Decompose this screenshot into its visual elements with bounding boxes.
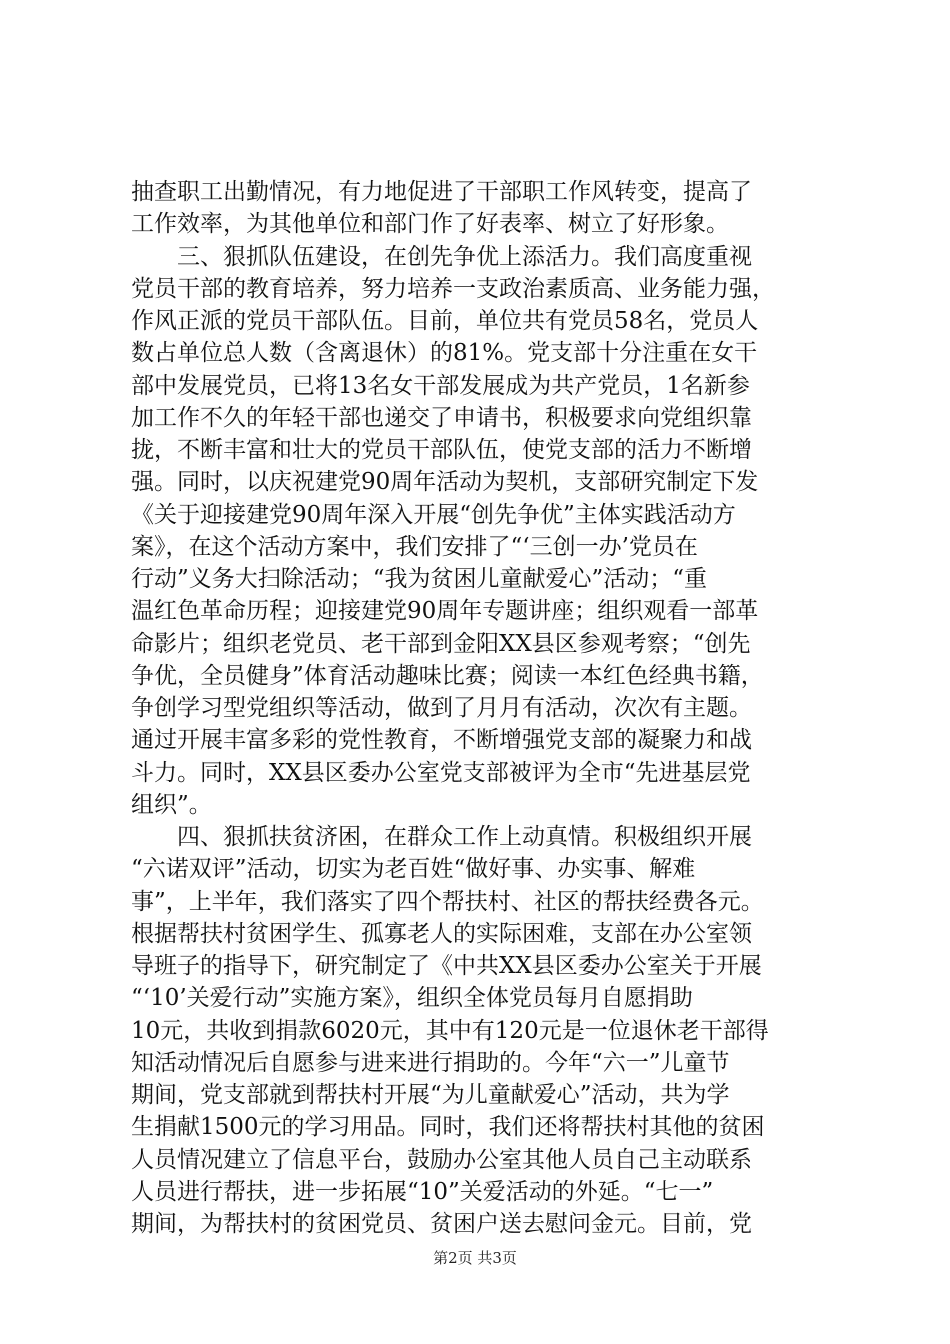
text-line: 期间，党支部就到帮扶村开展“为儿童献爱心”活动，共为学 (131, 1082, 730, 1108)
text-line: 加工作不久的年轻干部也递交了申请书，积极要求向党组织靠 (131, 404, 752, 431)
text-line: 争创学习型党组织等活动，做到了月月有活动，次次有主题。 (131, 695, 752, 721)
text-line: “六诺双评”活动，切实为老百姓“做好事、办实事、解难 (131, 856, 696, 883)
text-line: 10元，共收到捐款6020元，其中有120元是一位退休老干部得 (131, 1017, 769, 1044)
text-line: 命影片；组织老党员、老干部到金阳XX县区参观考察；“创先 (131, 630, 751, 657)
page-footer: 第2页 共3页 (433, 1249, 517, 1267)
text-line: 导班子的指导下，研究制定了《中共XX县区委办公室关于开展 (131, 953, 762, 979)
text-line: 四、狠抓扶贫济困，在群众工作上动真情。积极组织开展 (131, 824, 752, 850)
text-line: 事”，上半年，我们落实了四个帮扶村、社区的帮扶经费各元。 (131, 888, 764, 915)
text-line: 根据帮扶村贫困学生、孤寡老人的实际困难，支部在办公室领 (131, 920, 752, 947)
text-line: 《关于迎接建党90周年深入开展“创先争优”主体实践活动方 (131, 501, 736, 528)
text-line: 作风正派的党员干部队伍。目前，单位共有党员58名，党员人 (131, 308, 759, 334)
text-line: 生捐献1500元的学习用品。同时，我们还将帮扶村其他的贫困 (131, 1114, 765, 1141)
text-line: 组织”。 (131, 791, 212, 818)
text-line: 党员干部的教育培养，努力培养一支政治素质高、业务能力强， (131, 275, 775, 302)
text-line: 争优，全员健身”体育活动趣味比赛；阅读一本红色经典书籍， (131, 662, 764, 689)
text-line: 三、狠抓队伍建设，在创先争优上添活力。我们高度重视 (131, 243, 752, 270)
body-text (131, 176, 831, 1240)
text-line: 行动”义务大扫除活动；“我为贫困儿童献爱心”活动；“重 (131, 566, 708, 592)
text-line: 部中发展党员，已将13名女干部发展成为共产党员，1名新参 (131, 372, 750, 399)
text-line: 人员进行帮扶，进一步拓展“10”关爱活动的外延。“七一” (131, 1178, 714, 1205)
text-line: 知活动情况后自愿参与进来进行捐助的。今年“六一”儿童节 (131, 1049, 730, 1076)
text-line: 拢，不断丰富和壮大的党员干部队伍，使党支部的活力不断增 (131, 437, 752, 463)
text-line: 抽查职工出勤情况，有力地促进了干部职工作风转变，提高了 (131, 179, 752, 205)
text-line: 案》，在这个活动方案中，我们安排了“‘三创一办’党员在 (131, 533, 698, 560)
text-line: 期间，为帮扶村的贫困党员、贫困户送去慰问金元。目前，党 (131, 1211, 752, 1237)
text-line: 数占单位总人数（含离退休）的81%。党支部十分注重在女干 (131, 340, 758, 367)
text-line: 人员情况建立了信息平台，鼓励办公室其他人员自己主动联系 (131, 1146, 752, 1173)
text-line: 强。同时，以庆祝建党90周年活动为契机，支部研究制定下发 (131, 469, 759, 496)
text-line: “‘10’关爱行动”实施方案》，组织全体党员每月自愿捐助 (131, 985, 693, 1012)
text-line: 斗力。同时，XX县区委办公室党支部被评为全市“先进基层党 (131, 759, 751, 786)
text-line: 通过开展丰富多彩的党性教育，不断增强党支部的凝聚力和战 (131, 727, 752, 754)
text-line: 温红色革命历程；迎接建党90周年专题讲座；组织观看一部革 (131, 598, 759, 625)
text-line: 工作效率，为其他单位和部门作了好表率、树立了好形象。 (131, 211, 729, 238)
